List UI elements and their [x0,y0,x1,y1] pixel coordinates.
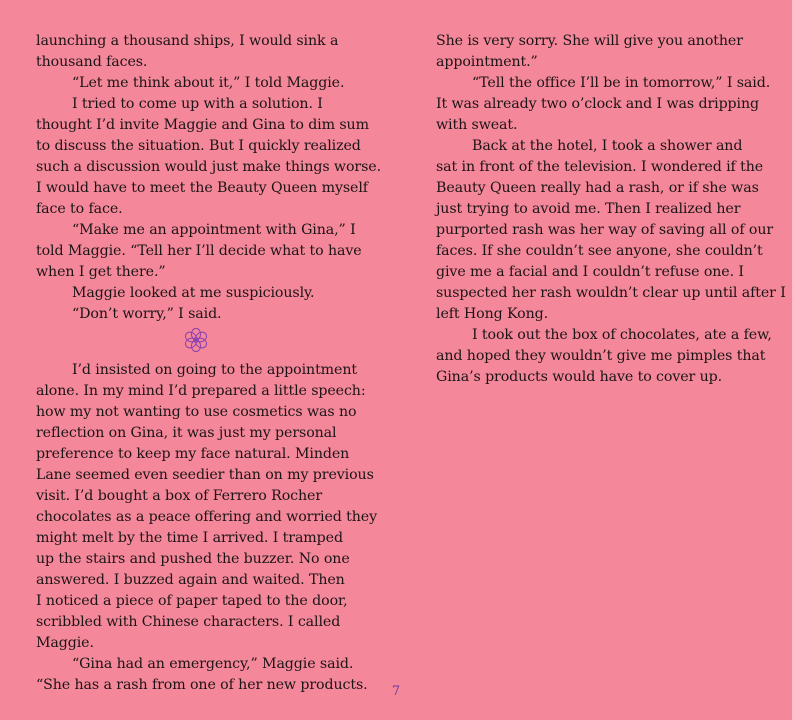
text-line: with sweat. [436,117,518,133]
text-line: Back at the hotel, I took a shower and [472,138,743,154]
text-line: I would have to meet the Beauty Queen myself [36,180,368,196]
text-line: Gina’s products would have to cover up. [436,369,723,385]
text-line: “She has a rash from one of her new products. [36,677,368,693]
text-line: “Make me an appointment with Gina,” I [72,222,356,238]
text-line: thought I’d invite Maggie and Gina to dim sum [36,117,369,133]
text-line: how my not wanting to use cosmetics was no [36,404,357,420]
text-line: told Maggie. “Tell her I’ll decide what to have [36,243,362,259]
text-line: Beauty Queen really had a rash, or if she was [436,180,759,196]
text-line: I’d insisted on going to the appointment [72,362,357,378]
text-line: “Gina had an emergency,” Maggie said. [72,656,354,672]
text-line: appointment.” [436,54,538,70]
left-text-column [36,31,381,696]
right-text-column [436,31,786,388]
flower-ornament-icon [183,341,209,357]
text-line: Maggie. [36,635,94,651]
text-line: Lane seemed even seedier than on my previous [36,467,374,483]
text-line: to discuss the situation. But I quickly realized [36,138,361,154]
text-line: I noticed a piece of paper taped to the door, [36,593,348,609]
text-line: scribbled with Chinese characters. I called [36,614,341,630]
text-line: “Don’t worry,” I said. [72,306,222,322]
text-line: reflection on Gina, it was just my personal [36,425,337,441]
text-line: She is very sorry. She will give you another [436,33,743,49]
text-line: I took out the box of chocolates, ate a few, [472,327,772,343]
text-line: launching a thousand ships, I would sink a [36,33,339,49]
text-line: sat in front of the television. I wondered if the [436,159,764,175]
text-line: “Tell the office I’ll be in tomorrow,” I said. [472,75,771,91]
text-line: face to face. [36,201,123,217]
text-line: when I get there.” [36,264,166,280]
text-line: visit. I’d bought a box of Ferrero Rocher [36,488,323,504]
text-line: such a discussion would just make things worse. [36,159,381,175]
text-line: It was already two o’clock and I was dripping [436,96,759,112]
text-line: left Hong Kong. [436,306,549,322]
text-line: give me a facial and I couldn’t refuse one. I [436,264,744,280]
text-line: answered. I buzzed again and waited. Then [36,572,345,588]
text-line: I tried to come up with a solution. I [72,96,323,112]
text-line: preference to keep my face natural. Minden [36,446,350,462]
text-line: chocolates as a peace offering and worried they [36,509,378,525]
page-number: 7 [391,684,401,699]
text-line: “Let me think about it,” I told Maggie. [72,75,345,91]
text-line: up the stairs and pushed the buzzer. No one [36,551,350,567]
text-line: Maggie looked at me suspiciously. [72,285,315,301]
text-line: faces. If she couldn’t see anyone, she couldn’t [436,243,763,259]
text-line: purported rash was her way of saving all of our [436,222,774,238]
text-line: just trying to avoid me. Then I realized her [436,201,741,217]
text-line: suspected her rash wouldn’t clear up until after I [436,285,786,301]
text-line: alone. In my mind I’d prepared a little speech: [36,383,366,399]
text-line: might melt by the time I arrived. I tramped [36,530,343,546]
text-line: thousand faces. [36,54,148,70]
section-break [36,325,356,360]
text-line: and hoped they wouldn’t give me pimples that [436,348,766,364]
